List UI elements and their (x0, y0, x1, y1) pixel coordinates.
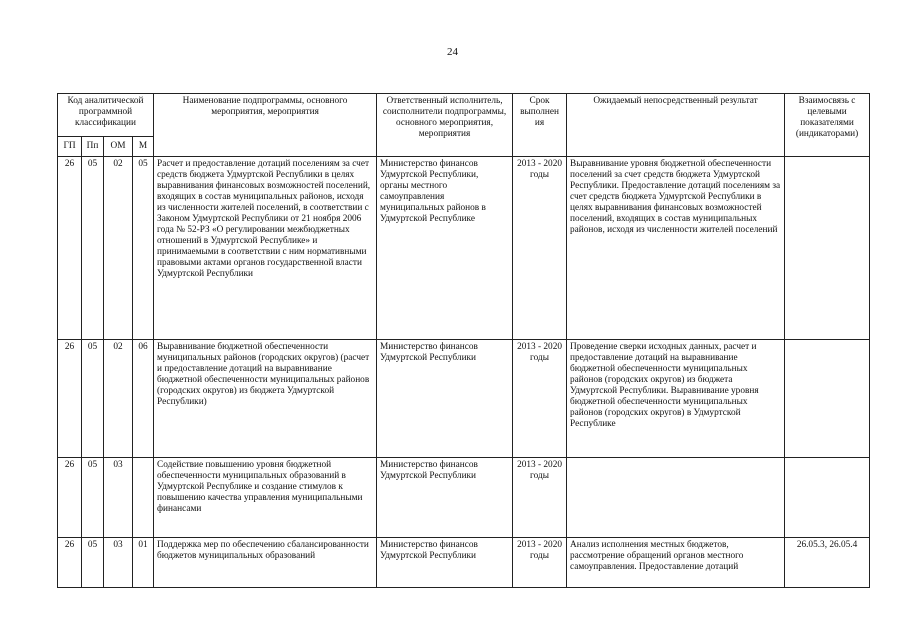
cell-name: Содействие повышению уровня бюджетной обеспеченности муниципальных образований в Удмуртской Республике и создание стимулов к повышению качества управления муниципальными финансами (154, 458, 377, 538)
table-row (58, 340, 870, 458)
cell-term: 2013 - 2020 годы (513, 538, 567, 588)
cell-result: Проведение сверки исходных данных, расчет и предоставление дотаций на выравнивание бюджетной обеспеченности муниципальных районов (городских округов) из бюджета Удмуртской Республики. Выравнивание уровня бюджетной обеспеченности муниципальных районов (городских округов) в Удмуртской Республике (567, 340, 785, 458)
header-m: М (133, 137, 154, 157)
cell-term: 2013 - 2020 годы (513, 157, 567, 340)
cell-om: 02 (104, 157, 133, 340)
header-pp: Пп (82, 137, 104, 157)
header-gp: ГП (58, 137, 82, 157)
cell-result: Выравнивание уровня бюджетной обеспеченности поселений за счет средств бюджета Удмуртской Республики. Предоставление дотаций поселениям за счет средств бюджета Удмуртской Республики в целях выравнивания финансовых возможностей поселений, входящих в состав муниципальных районов, исходя из численности жителей поселений (567, 157, 785, 340)
cell-link: 26.05.3, 26.05.4 (785, 538, 870, 588)
cell-link (785, 458, 870, 538)
header-result: Ожидаемый непосредственный результат (567, 94, 785, 157)
page-number: 24 (447, 46, 458, 58)
cell-gp: 26 (58, 340, 82, 458)
cell-responsible: Министерство финансов Удмуртской Республики (377, 538, 513, 588)
cell-result: Анализ исполнения местных бюджетов, рассмотрение обращений органов местного самоуправления. Предоставление дотаций (567, 538, 785, 588)
header-om: ОМ (104, 137, 133, 157)
cell-m: 06 (133, 340, 154, 458)
cell-responsible: Министерство финансов Удмуртской Республики (377, 340, 513, 458)
cell-link (785, 157, 870, 340)
cell-link (785, 340, 870, 458)
table-row (58, 458, 870, 538)
cell-name: Расчет и предоставление дотаций поселениям за счет средств бюджета Удмуртской Республики в целях выравнивания финансовых возможностей поселений, входящих в состав муниципальных районов, исходя из численности жителей поселений, в соответствии с Законом Удмуртской Республики от 21 ноября 2006 года № 52-РЗ «О регулировании межбюджетных отношений в Удмуртской Республике» и принимаемыми в соответствии с ним нормативными правовыми актами органов государственной власти Удмуртской Республики (154, 157, 377, 340)
cell-responsible: Министерство финансов Удмуртской Республики (377, 458, 513, 538)
cell-m: 05 (133, 157, 154, 340)
cell-m (133, 458, 154, 538)
cell-gp: 26 (58, 458, 82, 538)
cell-gp: 26 (58, 157, 82, 340)
cell-name: Поддержка мер по обеспечению сбалансированности бюджетов муниципальных образований (154, 538, 377, 588)
program-table (57, 93, 870, 588)
header-code-group: Код аналитической программной классификации (58, 94, 154, 137)
cell-om: 02 (104, 340, 133, 458)
cell-name: Выравнивание бюджетной обеспеченности муниципальных районов (городских округов) (расчет и предоставление дотаций на выравнивание бюджетной обеспеченности муниципальных районов (городских округов) из бюджета Удмуртской Республики) (154, 340, 377, 458)
cell-pp: 05 (82, 340, 104, 458)
cell-pp: 05 (82, 458, 104, 538)
cell-term: 2013 - 2020 годы (513, 340, 567, 458)
table-row (58, 157, 870, 340)
cell-pp: 05 (82, 157, 104, 340)
header-responsible: Ответственный исполнитель, соисполнители подпрограммы, основного мероприятия, мероприятия (377, 94, 513, 157)
header-term: Срок выполнен ия (513, 94, 567, 157)
header-link: Взаимосвязь с целевыми показателями (индикаторами) (785, 94, 870, 157)
header-row (58, 94, 870, 137)
cell-result (567, 458, 785, 538)
cell-om: 03 (104, 458, 133, 538)
cell-term: 2013 - 2020 годы (513, 458, 567, 538)
cell-responsible: Министерство финансов Удмуртской Республики, органы местного самоуправления муниципальных районов в Удмуртской Республике (377, 157, 513, 340)
table-row (58, 538, 870, 588)
header-name: Наименование подпрограммы, основного мероприятия, мероприятия (154, 94, 377, 157)
cell-pp: 05 (82, 538, 104, 588)
cell-m: 01 (133, 538, 154, 588)
cell-gp: 26 (58, 538, 82, 588)
cell-om: 03 (104, 538, 133, 588)
